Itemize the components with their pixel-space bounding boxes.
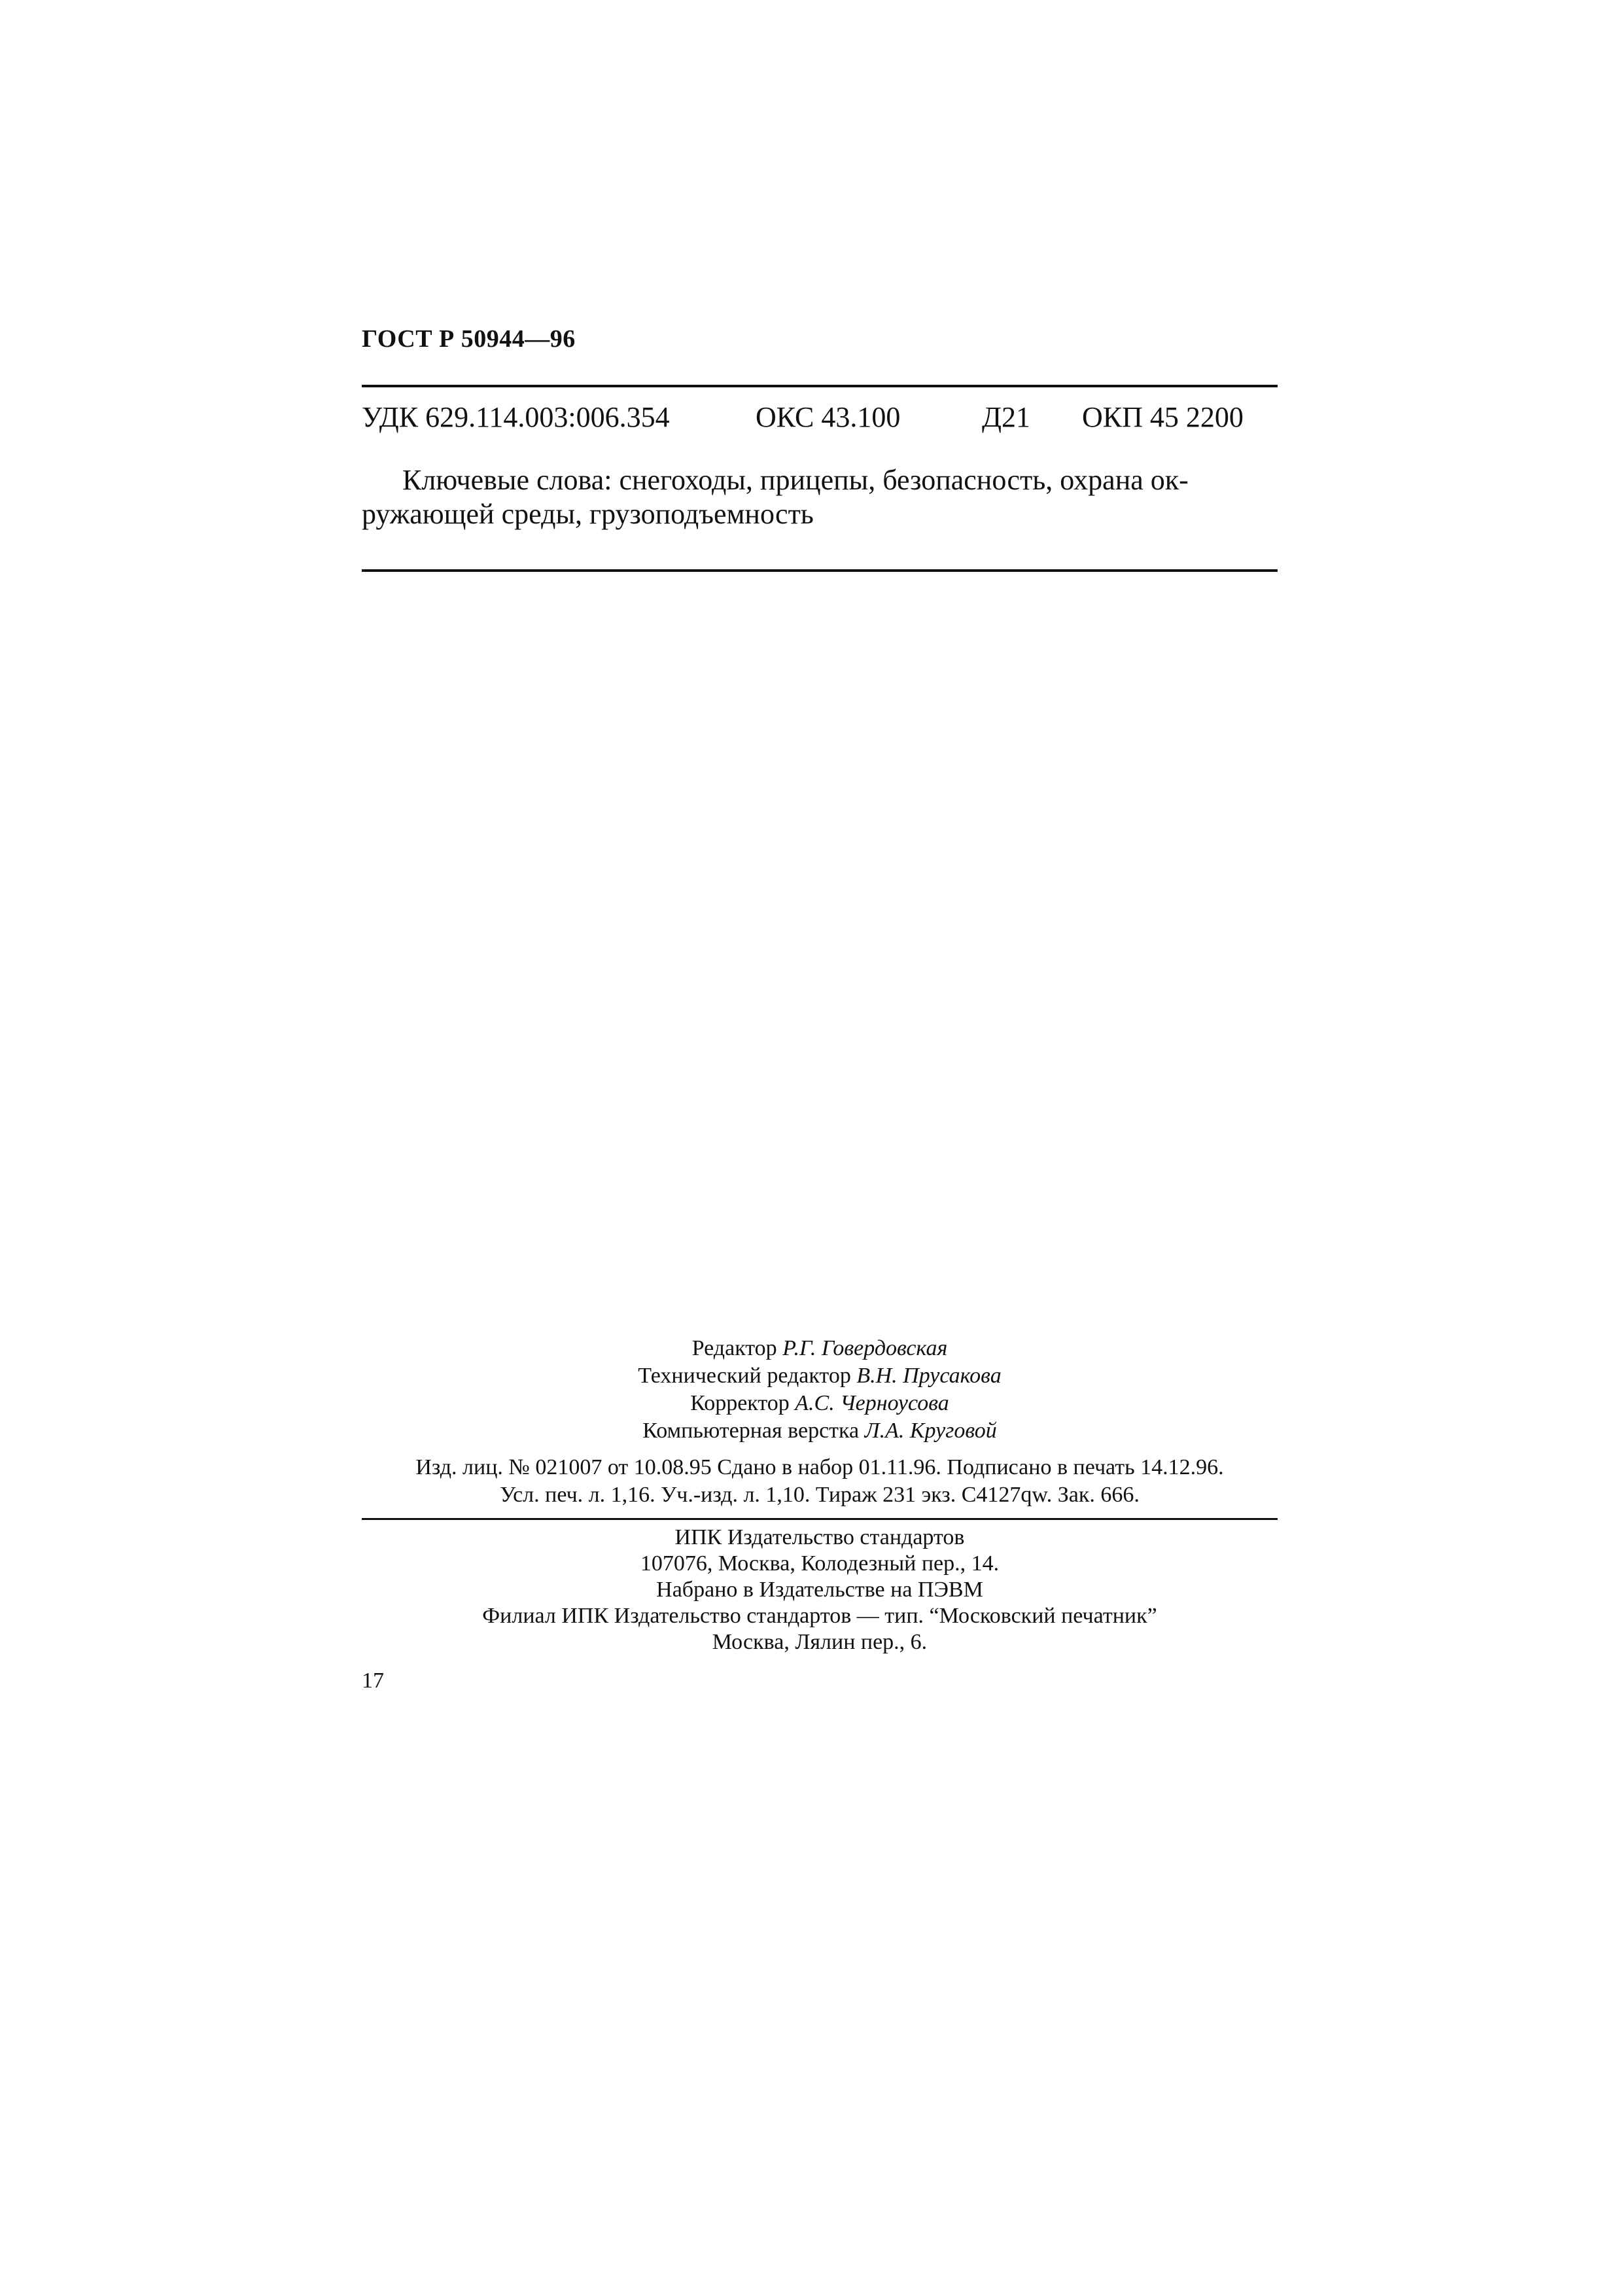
layout-label: Компьютерная верстка	[642, 1419, 860, 1443]
imprint-line-4: Филиал ИПК Издательство стандартов — тип. “Московский печатник”	[482, 1604, 1157, 1628]
imprint-line-5: Москва, Лялин пер., 6.	[712, 1630, 928, 1654]
publication-info	[362, 1454, 1278, 1509]
layout-row	[362, 1417, 1278, 1445]
tech-editor-name: В.Н. Прусакова	[856, 1364, 1002, 1388]
corrector-label: Корректор	[690, 1391, 790, 1415]
corrector-row	[362, 1390, 1278, 1417]
top-divider	[362, 385, 1278, 387]
publication-line-2: Усл. печ. л. 1,16. Уч.-изд. л. 1,10. Тираж 231 экз. С4127qw. Зак. 666.	[500, 1483, 1140, 1507]
udk-code: УДК 629.114.003:006.354	[362, 401, 670, 433]
corrector-name: А.С. Черноусова	[795, 1391, 949, 1415]
keywords-line-1: Ключевые слова: снегоходы, прицепы, безопасность, охрана ок-	[402, 464, 1189, 496]
publication-line-1: Изд. лиц. № 021007 от 10.08.95 Сдано в набор 01.11.96. Подписано в печать 14.12.96.	[415, 1455, 1224, 1479]
keywords-line-2: ружающей среды, грузоподъемность	[362, 498, 814, 530]
imprint-line-1: ИПК Издательство стандартов	[674, 1525, 965, 1549]
imprint-line-2: 107076, Москва, Колодезный пер., 14.	[640, 1551, 1000, 1576]
imprint-block	[362, 1525, 1278, 1655]
editor-label: Редактор	[691, 1336, 777, 1360]
imprint-line-3: Набрано в Издательстве на ПЭВМ	[656, 1578, 983, 1602]
bottom-divider	[362, 569, 1278, 572]
group-code: Д21	[982, 401, 1031, 433]
tech-editor-row	[362, 1362, 1278, 1390]
editor-name: Р.Г. Говердовская	[782, 1336, 948, 1360]
imprint-divider	[362, 1518, 1278, 1520]
layout-name: Л.А. Круговой	[864, 1419, 997, 1443]
classification-row	[362, 400, 1278, 440]
okp-code: ОКП 45 2200	[1082, 401, 1244, 433]
oks-code: ОКС 43.100	[756, 401, 901, 433]
editor-row	[362, 1335, 1278, 1362]
standard-code: ГОСТ Р 50944—96	[362, 325, 576, 353]
keywords-paragraph	[362, 463, 1278, 531]
credits-block	[362, 1335, 1278, 1445]
tech-editor-label: Технический редактор	[638, 1364, 851, 1388]
page-number: 17	[362, 1669, 384, 1693]
